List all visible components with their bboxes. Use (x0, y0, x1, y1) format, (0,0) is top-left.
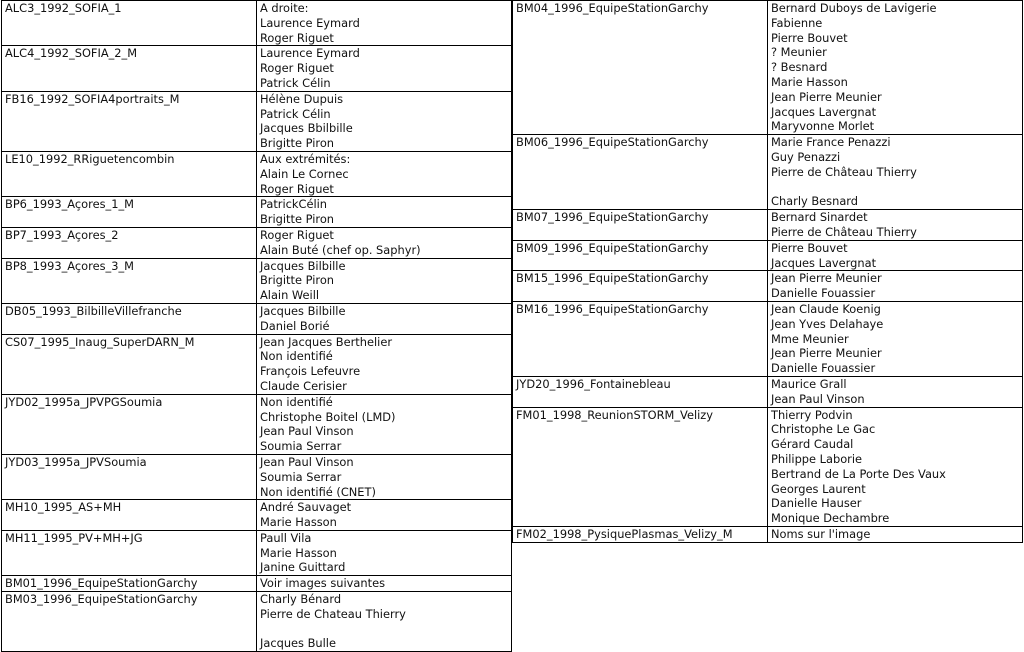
person-name: Pierre Bouvet (770, 240, 848, 255)
table-row (2, 1, 512, 46)
table-row (2, 197, 512, 228)
table-row (2, 334, 512, 394)
names-cell (767, 301, 1022, 376)
left-photo-table (1, 0, 512, 652)
names-cell (767, 135, 1022, 210)
person-name: Patrick Célin (259, 75, 331, 90)
person-name: ? Besnard (770, 60, 828, 75)
person-name: Laurence Eymard (259, 15, 360, 30)
person-name: Aux extrémités: (259, 151, 351, 166)
file-name-cell (513, 1, 768, 135)
file-name: FB16_1992_SOFIA4portraits_M (5, 91, 180, 106)
names-cell (256, 530, 511, 575)
names-cell (767, 526, 1022, 542)
person-name: Jacques Bilbille (259, 303, 346, 318)
person-name: Fabienne (770, 15, 823, 30)
file-name: JYD02_1995a_JPVPGSoumia (5, 394, 163, 409)
file-name: BM09_1996_EquipeStationGarchy (516, 240, 709, 255)
person-name: ? Meunier (770, 45, 827, 60)
file-name: ALC4_1992_SOFIA_2_M (5, 46, 138, 61)
person-name: Jacques Bbilbille (259, 121, 353, 136)
person-name: Bertrand de La Porte Des Vaux (770, 466, 946, 481)
file-name: BM07_1996_EquipeStationGarchy (516, 210, 709, 225)
person-name: Danielle Hauser (770, 496, 862, 511)
person-name: Bernard Duboys de Lavigerie (770, 1, 937, 15)
names-cell (767, 407, 1022, 526)
file-name-cell (2, 227, 257, 258)
person-name: Jean Claude Koenig (770, 301, 881, 316)
person-name: Roger Riguet (259, 227, 334, 242)
person-name: Paull Vila (259, 530, 312, 545)
person-name: Maryvonne Morlet (770, 119, 875, 134)
file-name-cell (2, 334, 257, 394)
person-name: André Sauvaget (259, 500, 352, 515)
table-row (513, 271, 1023, 302)
person-name: Thierry Podvin (770, 407, 853, 422)
person-name: Roger Riguet (259, 61, 334, 76)
person-name: Daniel Borié (259, 318, 330, 333)
file-name: JYD03_1995a_JPVSoumia (5, 454, 147, 469)
file-name-cell (2, 151, 257, 196)
person-name: Marie France Penazzi (770, 135, 891, 150)
file-name: BM15_1996_EquipeStationGarchy (516, 271, 709, 286)
names-cell (256, 91, 511, 151)
person-name: Monique Dechambre (770, 511, 890, 526)
names-cell (256, 454, 511, 499)
person-name: Noms sur l'image (770, 526, 871, 541)
table-row (2, 576, 512, 592)
person-name: Alain Weill (259, 288, 320, 303)
person-name: Maurice Grall (770, 376, 847, 391)
person-name: Philippe Laborie (770, 451, 863, 466)
names-cell (767, 376, 1022, 407)
names-cell (256, 592, 511, 652)
person-name: A droite: (259, 1, 309, 15)
left-table-body (2, 1, 512, 652)
person-name: Marie Hasson (259, 545, 337, 560)
person-name: Danielle Fouassier (770, 361, 876, 376)
names-cell (256, 303, 511, 334)
person-name: Jean Paul Vinson (770, 391, 865, 406)
file-name: LE10_1992_RRiguetencombin (5, 151, 175, 166)
file-name: BP6_1993_Açores_1_M (5, 197, 134, 212)
file-name: BM16_1996_EquipeStationGarchy (516, 301, 709, 316)
file-name-cell (2, 454, 257, 499)
person-name: Gérard Caudal (770, 437, 854, 452)
person-name: Brigitte Piron (259, 136, 335, 151)
person-name (771, 180, 1022, 195)
person-name: Jean Yves Delahaye (770, 316, 884, 331)
names-cell (256, 151, 511, 196)
names-cell (256, 500, 511, 531)
table-row (513, 407, 1023, 526)
person-name: Non identifié (259, 349, 333, 364)
person-name: Jacques Bilbille (259, 258, 346, 273)
file-name: FM01_1998_ReunionSTORM_Velizy (516, 407, 714, 422)
table-row (2, 227, 512, 258)
table-row (2, 91, 512, 151)
table-row (513, 376, 1023, 407)
person-name: Pierre de Château Thierry (770, 164, 917, 179)
names-cell (256, 394, 511, 454)
person-name: Soumia Serrar (259, 439, 342, 454)
person-name: Danielle Fouassier (770, 286, 876, 301)
person-name: Laurence Eymard (259, 46, 360, 61)
person-name: Hélène Dupuis (259, 91, 344, 106)
file-name-cell (513, 271, 768, 302)
person-name: Marie Hasson (259, 515, 337, 530)
file-name-cell (2, 500, 257, 531)
file-name-cell (513, 210, 768, 241)
file-name-cell (513, 240, 768, 271)
person-name: Pierre de Chateau Thierry (259, 606, 406, 621)
file-name: FM02_1998_PysiquePlasmas_Velizy_M (516, 526, 733, 541)
names-cell (256, 334, 511, 394)
person-name: Alain Le Cornec (259, 166, 349, 181)
table-row (2, 258, 512, 303)
person-name: Soumia Serrar (259, 469, 342, 484)
person-name: Jacques Lavergnat (770, 104, 877, 119)
person-name: François Lefeuvre (259, 364, 361, 379)
file-name: BM03_1996_EquipeStationGarchy (5, 592, 198, 607)
person-name: Charly Besnard (770, 194, 859, 209)
names-cell (767, 210, 1022, 241)
right-photo-table (512, 0, 1023, 543)
person-name: Non identifié (259, 394, 333, 409)
file-name-cell (2, 530, 257, 575)
file-name-cell (513, 376, 768, 407)
file-name-cell (513, 301, 768, 376)
file-name: MH11_1995_PV+MH+JG (5, 530, 143, 545)
file-name: BP7_1993_Açores_2 (5, 227, 119, 242)
person-name: Jacques Bulle (259, 636, 336, 651)
table-row (513, 135, 1023, 210)
table-row (513, 240, 1023, 271)
file-name: BM01_1996_EquipeStationGarchy (5, 576, 198, 591)
person-name: Jean Pierre Meunier (770, 89, 882, 104)
file-name: BP8_1993_Açores_3_M (5, 258, 134, 273)
person-name: Marie Hasson (770, 74, 848, 89)
file-name: MH10_1995_AS+MH (5, 500, 122, 515)
person-name: Guy Penazzi (770, 149, 841, 164)
person-name: Claude Cerisier (259, 378, 347, 393)
person-name: Brigitte Piron (259, 273, 335, 288)
person-name: Roger Riguet (259, 181, 334, 196)
names-cell (256, 258, 511, 303)
person-name: Pierre de Château Thierry (770, 224, 917, 239)
person-name: Jean Pierre Meunier (770, 271, 882, 286)
names-cell (256, 46, 511, 91)
person-name: Jean Paul Vinson (259, 424, 354, 439)
file-name-cell (2, 394, 257, 454)
names-cell (256, 576, 511, 592)
file-name: DB05_1993_BilbilleVillefranche (5, 303, 182, 318)
person-name: Non identifié (CNET) (259, 484, 376, 499)
person-name: Jean Paul Vinson (259, 454, 354, 469)
table-row (513, 301, 1023, 376)
names-cell (256, 227, 511, 258)
table-row (2, 454, 512, 499)
person-name: Georges Laurent (770, 481, 866, 496)
names-cell (767, 240, 1022, 271)
file-name: ALC3_1992_SOFIA_1 (5, 1, 122, 15)
file-name-cell (513, 407, 768, 526)
file-name-cell (2, 576, 257, 592)
names-cell (256, 1, 511, 46)
file-name-cell (2, 46, 257, 91)
person-name: Christophe Le Gac (770, 422, 876, 437)
table-row (2, 530, 512, 575)
person-name: PatrickCélin (259, 197, 328, 212)
person-name: Voir images suivantes (259, 576, 386, 591)
table-row (513, 1, 1023, 135)
file-name-cell (2, 197, 257, 228)
table-row (513, 526, 1023, 542)
person-name: Jean Jacques Berthelier (259, 334, 393, 349)
table-row (2, 394, 512, 454)
table-row (2, 151, 512, 196)
file-name: BM04_1996_EquipeStationGarchy (516, 1, 709, 15)
table-row (513, 210, 1023, 241)
person-name: Charly Bénard (259, 592, 342, 607)
file-name-cell (2, 303, 257, 334)
person-name: Mme Meunier (770, 331, 849, 346)
person-name: Alain Buté (chef op. Saphyr) (259, 242, 421, 257)
person-name: Roger Riguet (259, 30, 334, 45)
file-name: CS07_1995_Inaug_SuperDARN_M (5, 334, 195, 349)
person-name: Janine Guittard (259, 560, 346, 575)
person-name: Bernard Sinardet (770, 210, 868, 225)
file-name-cell (2, 258, 257, 303)
file-name-cell (2, 91, 257, 151)
person-name: Jean Pierre Meunier (770, 346, 882, 361)
file-name-cell (2, 592, 257, 652)
file-name: JYD20_1996_Fontainebleau (516, 376, 671, 391)
names-cell (256, 197, 511, 228)
names-cell (767, 271, 1022, 302)
file-name: BM06_1996_EquipeStationGarchy (516, 135, 709, 150)
file-name-cell (513, 526, 768, 542)
table-row (2, 46, 512, 91)
names-cell (767, 1, 1022, 135)
table-row (2, 592, 512, 652)
file-name-cell (513, 135, 768, 210)
person-name (260, 622, 511, 637)
person-name: Patrick Célin (259, 106, 331, 121)
person-name: Christophe Boitel (LMD) (259, 409, 396, 424)
table-row (2, 500, 512, 531)
table-row (2, 303, 512, 334)
file-name-cell (2, 1, 257, 46)
person-name: Jacques Lavergnat (770, 255, 877, 270)
person-name: Brigitte Piron (259, 212, 335, 227)
person-name: Pierre Bouvet (770, 30, 848, 45)
right-table-body (513, 1, 1023, 543)
